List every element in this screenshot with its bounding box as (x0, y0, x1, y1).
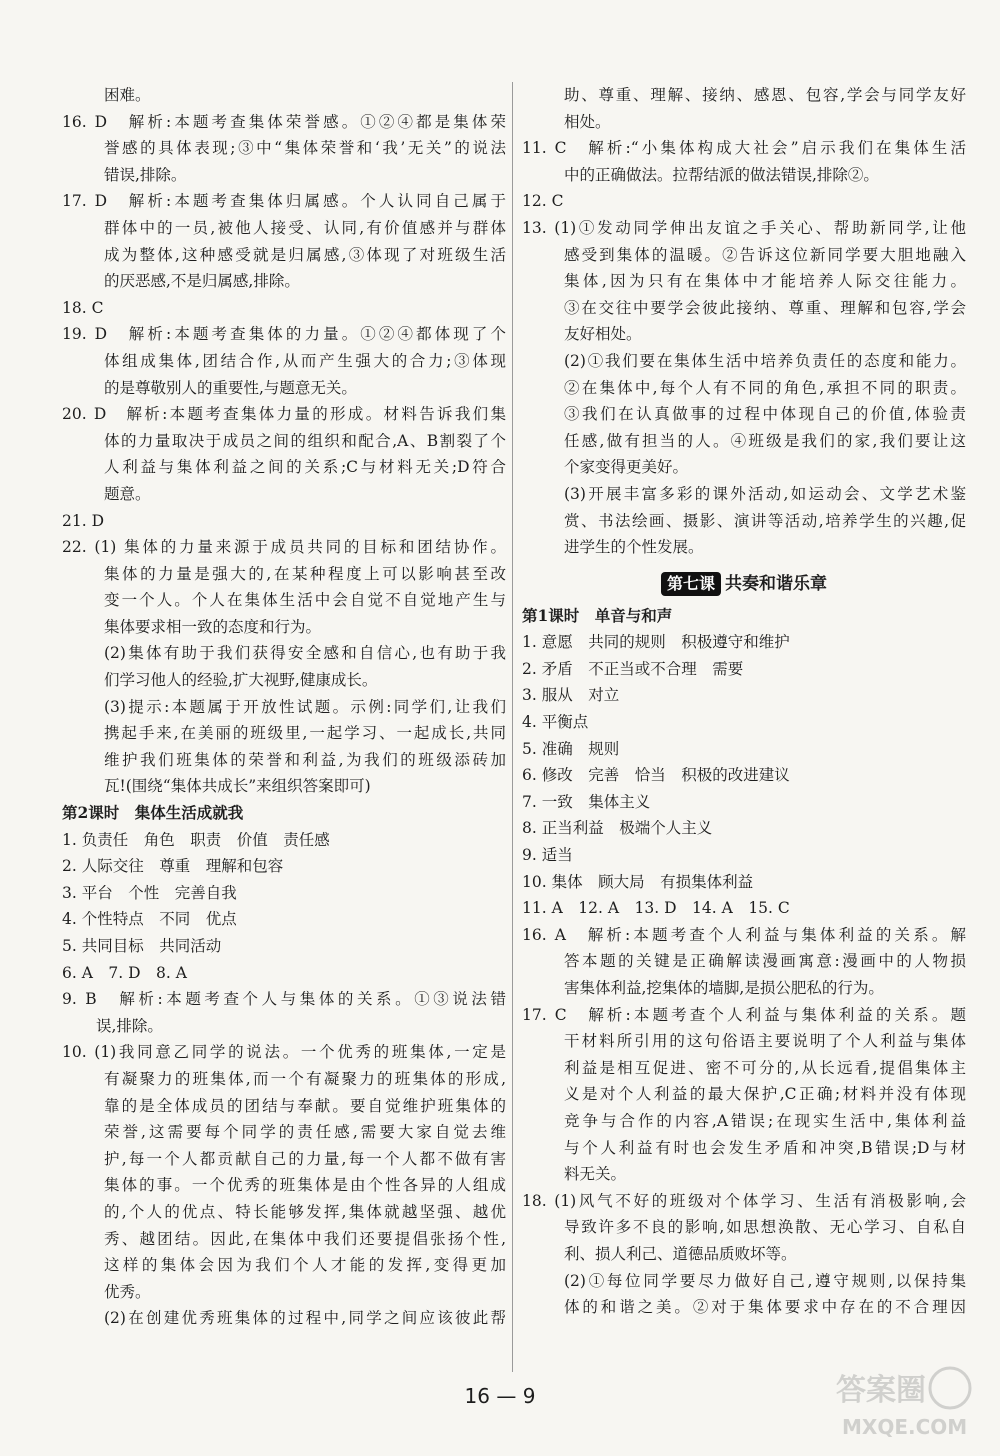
answer-line: 12. C (522, 192, 564, 211)
answer-line: 8. 正当利益 极端个人主义 (522, 819, 713, 838)
answer-line: 11. C 解析:“小集体构成大社会”启示我们在集体生活 (522, 139, 966, 158)
continuation-line: 荣誉,这需要每个同学的责任感,需要大家自觉去维 (104, 1123, 506, 1142)
continuation-line: 利、损人利己、道德品质败坏等。 (564, 1244, 797, 1263)
answer-line: 6. 修改 完善 恰当 积极的改进建议 (522, 766, 790, 785)
answer-line: 2. 矛盾 不正当或不合理 需要 (522, 659, 744, 678)
answer-line: 13. (1)①发动同学伸出友谊之手关心、帮助新同学,让他 (522, 218, 966, 237)
answer-line: 2. 人际交往 尊重 理解和包容 (62, 857, 284, 876)
answer-line: 17. D 解析:本题考查集体归属感。个人认同自己属于 (62, 192, 506, 211)
continuation-line: 群体中的一员,被他人接受、认同,有价值感并与群体 (104, 218, 506, 237)
continuation-line: 们学习他人的经验,扩大视野,健康成长。 (104, 671, 378, 690)
continuation-line: 有凝聚力的班集体,而一个有凝聚力的班集体的形成, (104, 1069, 506, 1088)
continuation-line: 变一个人。个人在集体生活中会自觉不自觉地产生与 (104, 591, 506, 610)
continuation-line: (2)集体有助于我们获得安全感和自信心,也有助于我 (104, 644, 506, 663)
answer-line: 7. 一致 集体主义 (522, 792, 651, 811)
answer-line: 10. (1)我同意乙同学的说法。一个优秀的班集体,一定是 (62, 1043, 506, 1062)
continuation-line: 料无关。 (564, 1165, 627, 1184)
continuation-line: 相处。 (564, 112, 611, 131)
answer-line: 1. 意愿 共同的规则 积极遵守和维护 (522, 633, 790, 652)
answer-line: 3. 服从 对立 (522, 686, 620, 705)
continuation-line: 的厌恶感,不是归属感,排除。 (104, 272, 300, 291)
continuation-line: (2)在创建优秀班集体的过程中,同学之间应该彼此帮 (104, 1309, 506, 1328)
answer-line: 16. A 解析:本题考查个人利益与集体利益的关系。解 (522, 925, 966, 944)
answer-line: 21. D (62, 511, 105, 530)
chapter-heading (522, 571, 966, 599)
continuation-line: 体组成集体,团结合作,从而产生强大的合力;③体现 (104, 351, 506, 370)
continuation-line: 个家变得更美好。 (564, 458, 689, 477)
continuation-line: 与个人利益有时也会发生矛盾和冲突,B错误;D与材 (564, 1138, 966, 1157)
continuation-line: 误,排除。 (96, 1016, 163, 1035)
continuation-line: 誉感的具体表现;③中“集体荣誉和‘我’无关”的说法 (104, 139, 506, 158)
answer-line: 20. D 解析:本题考查集体力量的形成。材料告诉我们集 (62, 405, 506, 424)
continuation-line: 利益是相互促进、密不可分的,从长远看,提倡集体主 (564, 1058, 966, 1077)
continuation-line: 赏、书法绘画、摄影、演讲等活动,培养学生的兴趣,促 (564, 511, 966, 530)
continuation-line: 感受到集体的温暖。②告诉这位新同学要大胆地融入 (564, 245, 966, 264)
continuation-line: ③在交往中要学会彼此接纳、尊重、理解和包容,学会 (564, 298, 966, 317)
column-divider (512, 82, 513, 1372)
continuation-line: 困难。 (104, 86, 151, 104)
right-column (522, 82, 966, 1321)
continuation-line: 导致许多不良的影响,如思想涣散、无心学习、自私自 (564, 1218, 966, 1237)
continuation-line: 靠的是全体成员的团结与奉献。要自觉维护班集体的 (104, 1096, 506, 1115)
answer-line: 18. (1)风气不好的班级对个体学习、生活有消极影响,会 (522, 1191, 966, 1210)
watermark-line1: 答案圈 (836, 1373, 926, 1408)
continuation-line: 瓦!(围绕“集体共成长”来组织答案即可) (104, 777, 371, 796)
continuation-line: 集体的力量是强大的,在某种程度上可以影响甚至改 (104, 564, 506, 583)
left-column (62, 82, 506, 1332)
continuation-line: 集体的事。一个优秀的班集体是由个性各异的人组成 (104, 1176, 506, 1195)
answer-line: 11. A 12. A 13. D 14. A 15. C (522, 899, 790, 918)
continuation-line: 人利益与集体利益之间的关系;C与材料无关;D符合 (104, 458, 506, 477)
answer-line: 5. 共同目标 共同活动 (62, 937, 222, 955)
continuation-line: 集体要求相一致的态度和行为。 (104, 617, 322, 636)
continuation-line: 集体,因为只有在集体中才能培养人际交往能力。 (564, 272, 966, 291)
continuation-line: 中的正确做法。拉帮结派的做法错误,排除②。 (564, 165, 879, 184)
continuation-line: 护,每一个人都贡献自己的力量,每一个人都不做有害 (104, 1149, 506, 1168)
continuation-line: 的是尊敬别人的重要性,与题意无关。 (104, 378, 357, 397)
answer-line: 18. C (62, 298, 104, 317)
answer-line: 4. 个性特点 不同 优点 (62, 910, 237, 929)
answer-line: 5. 准确 规则 (522, 739, 620, 758)
continuation-line: ②在集体中,每个人有不同的角色,承担不同的职责。 (564, 378, 966, 397)
continuation-line: 优秀。 (104, 1282, 151, 1301)
watermark-logo (828, 1362, 978, 1442)
page-number: 16 — 9 (464, 1384, 536, 1408)
continuation-line: 维护我们班集体的荣誉和利益,为我们的班级添砖加 (104, 750, 506, 769)
answer-line: 9. 适当 (522, 846, 573, 865)
continuation-line: 体的和谐之美。②对于集体要求中存在的不合理因 (564, 1298, 966, 1317)
continuation-line: 害集体利益,挖集体的墙脚,是损公肥私的行为。 (564, 979, 884, 997)
lesson-heading: 第1课时 单音与和声 (522, 605, 673, 625)
continuation-line: (3)提示:本题属于开放性试题。示例:同学们,让我们 (104, 697, 506, 716)
continuation-line: 携起手来,在美丽的班级里,一起学习、一起成长,共同 (104, 724, 506, 743)
answer-line: 4. 平衡点 (522, 713, 589, 732)
continuation-line: 秀、越团结。因此,在集体中我们还要提倡张扬个性, (104, 1229, 506, 1248)
answer-line: 6. A 7. D 8. A (62, 963, 187, 982)
answer-line: 17. C 解析:本题考查个人利益与集体利益的关系。题 (522, 1005, 966, 1024)
continuation-line: 义是对个人利益的最大保护,C正确;材料并没有体现 (564, 1085, 966, 1104)
continuation-line: 助、尊重、理解、接纳、感恩、包容,学会与同学友好 (564, 86, 966, 104)
watermark-line2: MXQE.COM (842, 1415, 968, 1439)
continuation-line: (3)开展丰富多彩的课外活动,如运动会、文学艺术鉴 (564, 484, 966, 503)
answer-line: 16. D 解析:本题考查集体荣誉感。①②④都是集体荣 (62, 112, 506, 131)
answer-line: 9. B 解析:本题考查个人与集体的关系。①③说法错 (62, 990, 506, 1009)
continuation-line: (2)①每位同学要尽力做好自己,遵守规则,以保持集 (564, 1271, 966, 1290)
chapter-tag: 第七课 (661, 572, 721, 596)
chapter-title: 共奏和谐乐章 (725, 573, 827, 594)
continuation-line: 任感,做有担当的人。④班级是我们的家,我们要让这 (564, 431, 966, 450)
continuation-line: 答本题的关键是正确解读漫画寓意:漫画中的人物损 (564, 952, 966, 971)
continuation-line: 这样的集体会因为我们个人才能的发挥,变得更加 (104, 1256, 506, 1275)
continuation-line: 错误,排除。 (104, 165, 187, 184)
continuation-line: ③我们在认真做事的过程中体现自己的价值,体验责 (564, 405, 966, 424)
continuation-line: 干材料所引用的这句俗语主要说明了个人利益与集体 (564, 1032, 966, 1051)
answer-line: 3. 平台 个性 完善自我 (62, 883, 237, 902)
continuation-line: 进学生的个性发展。 (564, 538, 704, 557)
answer-line: 22. (1) 集体的力量来源于成员共同的目标和团结协作。 (62, 538, 506, 557)
answer-line: 1. 负责任 角色 职责 价值 责任感 (62, 830, 330, 849)
answer-line: 19. D 解析:本题考查集体的力量。①②④都体现了个 (62, 325, 506, 344)
answer-line: 10. 集体 顾大局 有损集体利益 (522, 872, 754, 891)
continuation-line: (2)①我们要在集体生活中培养负责任的态度和能力。 (564, 351, 966, 370)
continuation-line: 的,个人的优点、特长能够发挥,集体就越坚强、越优 (104, 1202, 506, 1221)
continuation-line: 体的力量取决于成员之间的组织和配合,A、B割裂了个 (104, 431, 506, 450)
continuation-line: 竞争与合作的内容,A错误;在现实生活中,集体利益 (564, 1111, 966, 1130)
continuation-line: 成为整体,这种感受就是归属感,③体现了对班级生活 (104, 245, 506, 264)
continuation-line: 友好相处。 (564, 325, 642, 344)
lesson-heading: 第2课时 集体生活成就我 (62, 803, 244, 823)
continuation-line: 题意。 (104, 484, 151, 503)
